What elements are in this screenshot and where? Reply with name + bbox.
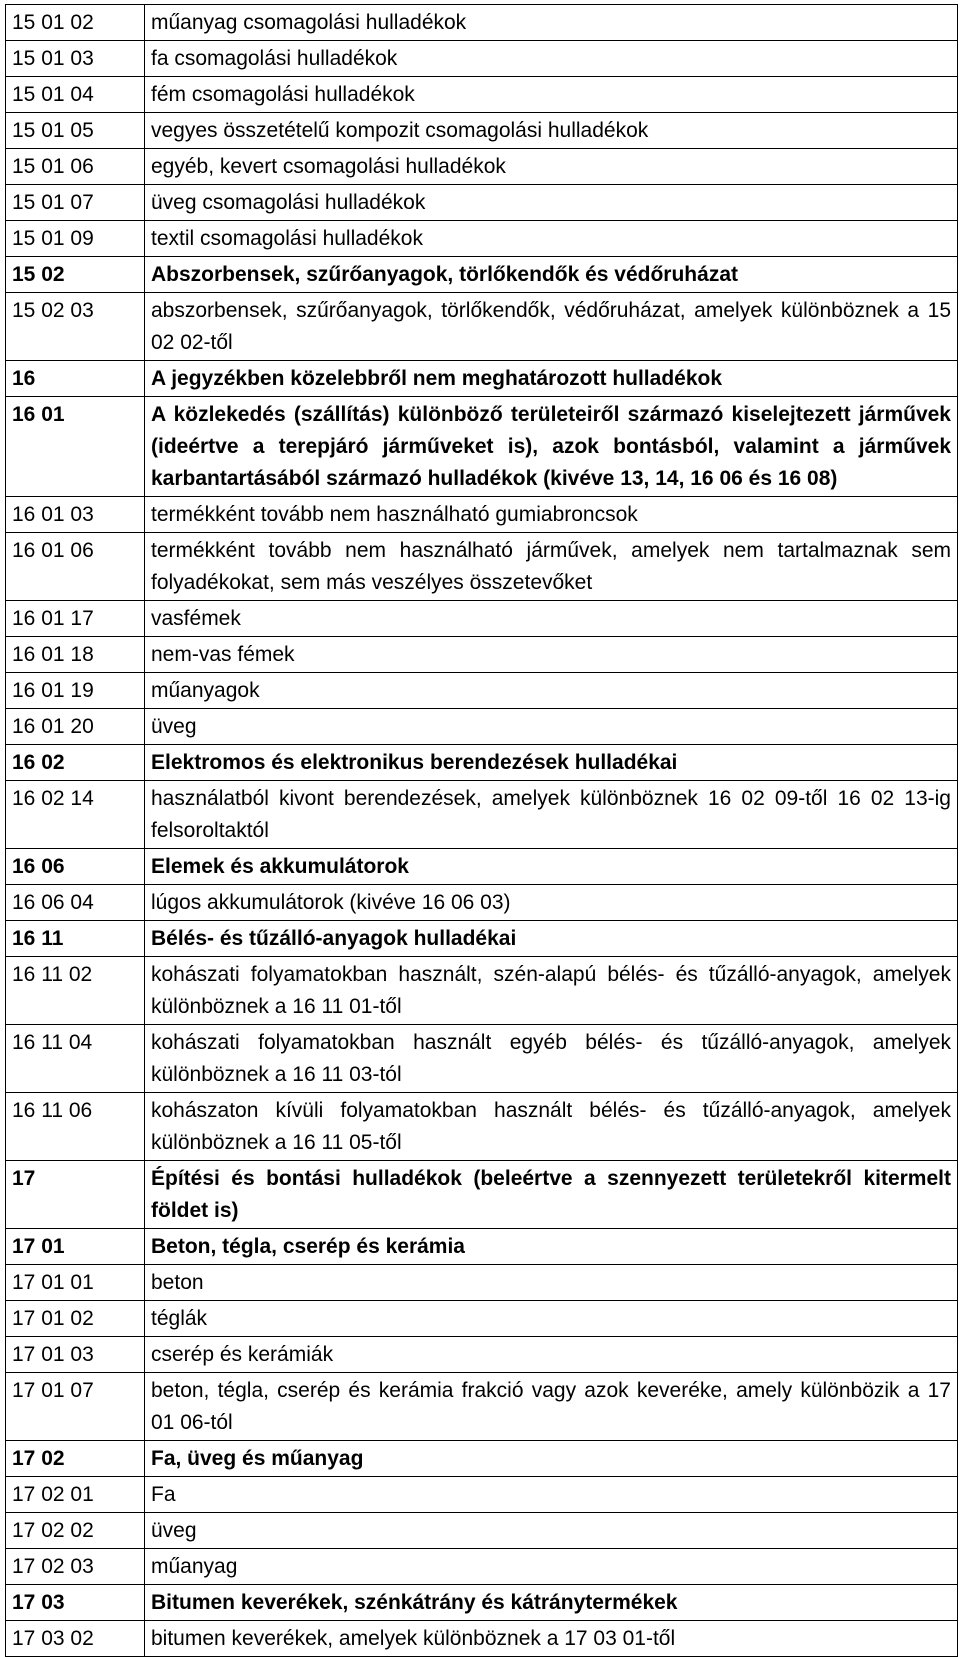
- waste-description-cell: fém csomagolási hulladékok: [145, 77, 958, 113]
- table-row: [6, 149, 958, 185]
- waste-description-cell: kohászati folyamatokban használt egyéb bélés- és tűzálló-anyagok, amelyek különböznek a 16 11 03-tól: [145, 1025, 958, 1093]
- table-row: [6, 781, 958, 849]
- waste-code-cell: 17 02: [6, 1441, 145, 1477]
- table-row: [6, 113, 958, 149]
- waste-code-cell: 16 11 02: [6, 957, 145, 1025]
- waste-code-cell: 15 01 06: [6, 149, 145, 185]
- waste-description-cell: kohászaton kívüli folyamatokban használt bélés- és tűzálló-anyagok, amelyek különböznek a 16 11 05-től: [145, 1093, 958, 1161]
- waste-description-cell: vasfémek: [145, 601, 958, 637]
- waste-description-cell: A közlekedés (szállítás) különböző területeiről származó kiselejtezett járművek (ideértve a terepjáró járműveket is), azok bontásból, valamint a járművek karbantartásából származó hulladékok (kivéve 13, 14, 16 06 és 16 08): [145, 397, 958, 497]
- table-row: [6, 673, 958, 709]
- waste-description-cell: vegyes összetételű kompozit csomagolási hulladékok: [145, 113, 958, 149]
- waste-code-cell: 15 01 03: [6, 41, 145, 77]
- waste-description-cell: Bélés- és tűzálló-anyagok hulladékai: [145, 921, 958, 957]
- waste-description-cell: kohászati folyamatokban használt, szén-alapú bélés- és tűzálló-anyagok, amelyek különböznek a 16 11 01-től: [145, 957, 958, 1025]
- table-row: [6, 1513, 958, 1549]
- category-row: [6, 1161, 958, 1229]
- table-row: [6, 1093, 958, 1161]
- waste-description-cell: Elemek és akkumulátorok: [145, 849, 958, 885]
- waste-code-cell: 17 02 03: [6, 1549, 145, 1585]
- waste-code-cell: 15 01 09: [6, 221, 145, 257]
- waste-code-cell: 16 06 04: [6, 885, 145, 921]
- waste-description-cell: használatból kivont berendezések, amelyek különböznek 16 02 09-től 16 02 13-ig felsoroltaktól: [145, 781, 958, 849]
- waste-description-cell: beton, tégla, cserép és kerámia frakció vagy azok keveréke, amely különbözik a 17 01 06-tól: [145, 1373, 958, 1441]
- table-row: [6, 221, 958, 257]
- waste-description-cell: üveg csomagolási hulladékok: [145, 185, 958, 221]
- waste-code-cell: 15 02 03: [6, 293, 145, 361]
- table-row: [6, 41, 958, 77]
- category-row: [6, 361, 958, 397]
- waste-code-cell: 16 01 18: [6, 637, 145, 673]
- table-row: [6, 1301, 958, 1337]
- waste-description-cell: Fa: [145, 1477, 958, 1513]
- waste-code-cell: 17 01 01: [6, 1265, 145, 1301]
- table-row: [6, 637, 958, 673]
- waste-code-cell: 16 02 14: [6, 781, 145, 849]
- table-row: [6, 709, 958, 745]
- category-row: [6, 257, 958, 293]
- table-row: [6, 1373, 958, 1441]
- waste-description-cell: műanyag: [145, 1549, 958, 1585]
- category-row: [6, 849, 958, 885]
- waste-code-cell: 16 06: [6, 849, 145, 885]
- table-row: [6, 497, 958, 533]
- waste-description-cell: beton: [145, 1265, 958, 1301]
- waste-code-cell: 16 11 04: [6, 1025, 145, 1093]
- waste-code-cell: 17 02 02: [6, 1513, 145, 1549]
- waste-code-cell: 16 01 17: [6, 601, 145, 637]
- table-row: [6, 1337, 958, 1373]
- waste-code-cell: 16 01 20: [6, 709, 145, 745]
- waste-code-cell: 16 01 03: [6, 497, 145, 533]
- waste-code-cell: 15 02: [6, 257, 145, 293]
- waste-code-cell: 17 01: [6, 1229, 145, 1265]
- table-row: [6, 1477, 958, 1513]
- category-row: [6, 921, 958, 957]
- waste-description-cell: textil csomagolási hulladékok: [145, 221, 958, 257]
- waste-description-cell: termékként tovább nem használható járművek, amelyek nem tartalmaznak sem folyadékokat, sem más veszélyes összetevőket: [145, 533, 958, 601]
- waste-description-cell: termékként tovább nem használható gumiabroncsok: [145, 497, 958, 533]
- category-row: [6, 745, 958, 781]
- waste-description-cell: fa csomagolási hulladékok: [145, 41, 958, 77]
- waste-code-cell: 17 01 03: [6, 1337, 145, 1373]
- waste-code-cell: 16 01 19: [6, 673, 145, 709]
- table-row: [6, 5, 958, 41]
- waste-description-cell: Fa, üveg és műanyag: [145, 1441, 958, 1477]
- table-row: [6, 1265, 958, 1301]
- waste-code-cell: 17 02 01: [6, 1477, 145, 1513]
- category-row: [6, 1585, 958, 1621]
- waste-code-cell: 15 01 05: [6, 113, 145, 149]
- waste-description-cell: bitumen keverékek, amelyek különböznek a 17 03 01-től: [145, 1621, 958, 1657]
- waste-code-cell: 15 01 02: [6, 5, 145, 41]
- waste-code-cell: 16 11: [6, 921, 145, 957]
- waste-code-cell: 16: [6, 361, 145, 397]
- waste-description-cell: műanyagok: [145, 673, 958, 709]
- waste-code-cell: 17 03 02: [6, 1621, 145, 1657]
- table-row: [6, 185, 958, 221]
- waste-code-cell: 16 02: [6, 745, 145, 781]
- table-row: [6, 1025, 958, 1093]
- waste-description-cell: abszorbensek, szűrőanyagok, törlőkendők, védőruházat, amelyek különböznek a 15 02 02-től: [145, 293, 958, 361]
- waste-code-cell: 17: [6, 1161, 145, 1229]
- table-row: [6, 77, 958, 113]
- waste-code-cell: 17 01 07: [6, 1373, 145, 1441]
- waste-code-cell: 16 11 06: [6, 1093, 145, 1161]
- waste-code-cell: 15 01 04: [6, 77, 145, 113]
- waste-description-cell: Beton, tégla, cserép és kerámia: [145, 1229, 958, 1265]
- waste-description-cell: üveg: [145, 1513, 958, 1549]
- waste-description-cell: műanyag csomagolási hulladékok: [145, 5, 958, 41]
- category-row: [6, 1441, 958, 1477]
- category-row: [6, 397, 958, 497]
- table-row: [6, 957, 958, 1025]
- table-row: [6, 885, 958, 921]
- waste-code-cell: 16 01: [6, 397, 145, 497]
- waste-code-table: [5, 4, 958, 1657]
- waste-description-cell: üveg: [145, 709, 958, 745]
- waste-description-cell: Elektromos és elektronikus berendezések hulladékai: [145, 745, 958, 781]
- table-row: [6, 293, 958, 361]
- waste-code-cell: 16 01 06: [6, 533, 145, 601]
- waste-code-cell: 17 03: [6, 1585, 145, 1621]
- waste-code-table-body: [6, 5, 958, 1657]
- waste-description-cell: Építési és bontási hulladékok (beleértve a szennyezett területekről kitermelt földet is): [145, 1161, 958, 1229]
- table-row: [6, 1621, 958, 1657]
- waste-description-cell: nem-vas fémek: [145, 637, 958, 673]
- table-row: [6, 533, 958, 601]
- waste-description-cell: cserép és kerámiák: [145, 1337, 958, 1373]
- table-row: [6, 601, 958, 637]
- category-row: [6, 1229, 958, 1265]
- waste-description-cell: egyéb, kevert csomagolási hulladékok: [145, 149, 958, 185]
- waste-description-cell: Bitumen keverékek, szénkátrány és kátránytermékek: [145, 1585, 958, 1621]
- waste-description-cell: lúgos akkumulátorok (kivéve 16 06 03): [145, 885, 958, 921]
- waste-description-cell: téglák: [145, 1301, 958, 1337]
- waste-code-cell: 17 01 02: [6, 1301, 145, 1337]
- table-row: [6, 1549, 958, 1585]
- waste-description-cell: Abszorbensek, szűrőanyagok, törlőkendők és védőruházat: [145, 257, 958, 293]
- waste-description-cell: A jegyzékben közelebbről nem meghatározott hulladékok: [145, 361, 958, 397]
- waste-code-cell: 15 01 07: [6, 185, 145, 221]
